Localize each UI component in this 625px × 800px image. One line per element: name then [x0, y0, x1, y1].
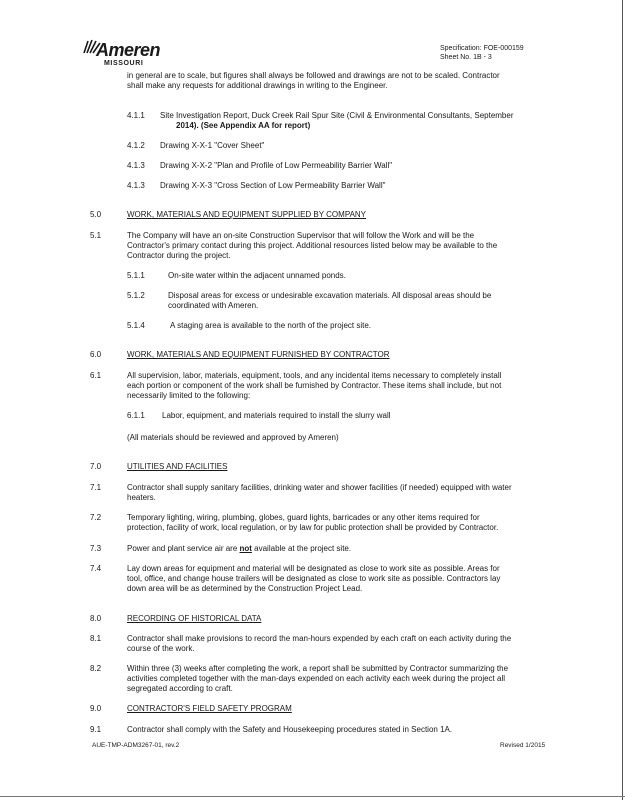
paragraph-number: 8.1 [90, 634, 102, 643]
paragraph-line [127, 544, 351, 554]
ref-number: 4.1.3 [127, 161, 145, 170]
paragraph-number: 7.3 [90, 544, 102, 553]
paragraph-line: Contractor shall supply sanitary facilities, drinking water and shower facilities (if needed) equipped with water [127, 483, 512, 492]
ref-text: Drawing X-X-2 "Plan and Profile of Low Permeability Barrier Wall" [160, 161, 393, 170]
section-title: WORK, MATERIALS AND EQUIPMENT FURNISHED BY CONTRACTOR [127, 350, 390, 359]
intro-line: in general are to scale, but figures shall always be followed and drawings are not to be scaled. Contractor [127, 71, 500, 80]
footer-revised: Revised 1/2015 [500, 742, 546, 749]
paragraph-number: 8.2 [90, 664, 102, 673]
section-title: WORK, MATERIALS AND EQUIPMENT SUPPLIED BY COMPANY [127, 210, 367, 219]
ref-text: 2014). (See Appendix AA for report) [176, 121, 311, 130]
item-number: 5.1.2 [127, 291, 145, 300]
sheet-number: Sheet No. 1B - 3 [440, 54, 492, 61]
paragraph-line: Lay down areas for equipment and material will be designated as close to work site as possible. Areas for [127, 564, 500, 573]
power-text-b: available at the project site. [251, 544, 352, 553]
ref-number: 4.1.3 [127, 181, 145, 190]
paragraph-line: Within three (3) weeks after completing the work, a report shall be submitted by Contractor summarizing the [127, 664, 509, 673]
paragraph-line: protection, facility of work, local regulation, or by law for public protection shall be provided by Contractor. [127, 523, 499, 532]
ref-number: 4.1.2 [127, 141, 145, 150]
ref-text: Site Investigation Report, Duck Creek Rail Spur Site (Civil & Environmental Consultants, September [160, 111, 514, 120]
section-number: 7.0 [90, 462, 102, 471]
note-text: (All materials should be reviewed and approved by Ameren) [127, 433, 339, 442]
paragraph-number: 9.1 [90, 725, 102, 734]
paragraph-line: down area will be as determined by the Construction Project Lead. [127, 584, 363, 593]
ref-text: Drawing X-X-3 "Cross Section of Low Permeability Barrier Wall" [160, 181, 386, 190]
paragraph-line: Contractor during the project. [127, 251, 231, 260]
section-title: CONTRACTOR'S FIELD SAFETY PROGRAM [127, 704, 292, 713]
paragraph-line: All supervision, labor, materials, equipment, tools, and any incidental items necessary to completely install [127, 371, 502, 380]
item-number: 6.1.1 [127, 411, 145, 420]
paragraph-number: 7.4 [90, 564, 102, 573]
item-text: On-site water within the adjacent unnamed ponds. [168, 271, 346, 280]
paragraph-number: 7.2 [90, 513, 102, 522]
paragraph-line: Contractor's primary contact during this project. Additional resources listed below may be available to the [127, 241, 498, 250]
section-title: UTILITIES AND FACILITIES [127, 462, 228, 471]
ref-number: 4.1.1 [127, 111, 145, 120]
paragraph-line: activities completed together with the man-days expended on each activity each week during the project all [127, 674, 505, 683]
item-number: 5.1.4 [127, 321, 145, 330]
not-emphasis: not [239, 544, 252, 553]
section-number: 9.0 [90, 704, 102, 713]
paragraph-line: each portion or component of the work shall be furnished by Contractor. These items shall include, but not [127, 381, 502, 390]
spec-block [440, 44, 524, 62]
intro-line: shall make any requests for additional drawings in writing to the Engineer. [127, 81, 388, 90]
ref-text: Drawing X-X-1 "Cover Sheet" [160, 141, 265, 150]
power-text-a: Power and plant service air are [127, 544, 240, 553]
logo-subtitle: MISSOURI [104, 60, 144, 67]
item-text: coordinated with Ameren. [168, 301, 259, 310]
spec-number: Specification: FOE-000159 [440, 45, 524, 52]
paragraph-line: segregated according to craft. [127, 684, 233, 693]
item-text: Disposal areas for excess or undesirable excavation materials. All disposal areas should be [168, 291, 492, 300]
footer-doc-id: AUE-TMP-ADM3267-01, rev.2 [92, 742, 180, 749]
item-number: 5.1.1 [127, 271, 145, 280]
page-edge-right [622, 0, 623, 800]
paragraph-number: 5.1 [90, 231, 102, 240]
section-number: 8.0 [90, 614, 102, 623]
paragraph-line: Temporary lighting, wiring, plumbing, globes, guard lights, barricades or any other items required for [127, 513, 480, 522]
page-edge-bottom [0, 796, 625, 797]
logo-wordmark: Ameren [96, 40, 161, 60]
section-number: 6.0 [90, 350, 102, 359]
paragraph-line: necessarily limited to the following: [127, 391, 251, 400]
paragraph-number: 7.1 [90, 483, 102, 492]
paragraph-line: The Company will have an on-site Construction Supervisor that will follow the Work and will be the [127, 231, 475, 240]
item-text: A staging area is available to the north of the project site. [170, 321, 372, 330]
paragraph-line: course of the work. [127, 644, 195, 653]
paragraph-line: tool, office, and change house trailers will be designated as close to work site as possible. Contractors lay [127, 574, 501, 583]
section-number: 5.0 [90, 210, 102, 219]
paragraph-line: Contractor shall make provisions to record the man-hours expended by each craft on each activity during the [127, 634, 512, 643]
paragraph-number: 6.1 [90, 371, 102, 380]
item-text: Labor, equipment, and materials required to install the slurry wall [162, 411, 391, 420]
paragraph-line: Contractor shall comply with the Safety and Housekeeping procedures stated in Section 1A. [127, 725, 453, 734]
paragraph-line: heaters. [127, 493, 156, 502]
section-title: RECORDING OF HISTORICAL DATA [127, 614, 262, 623]
